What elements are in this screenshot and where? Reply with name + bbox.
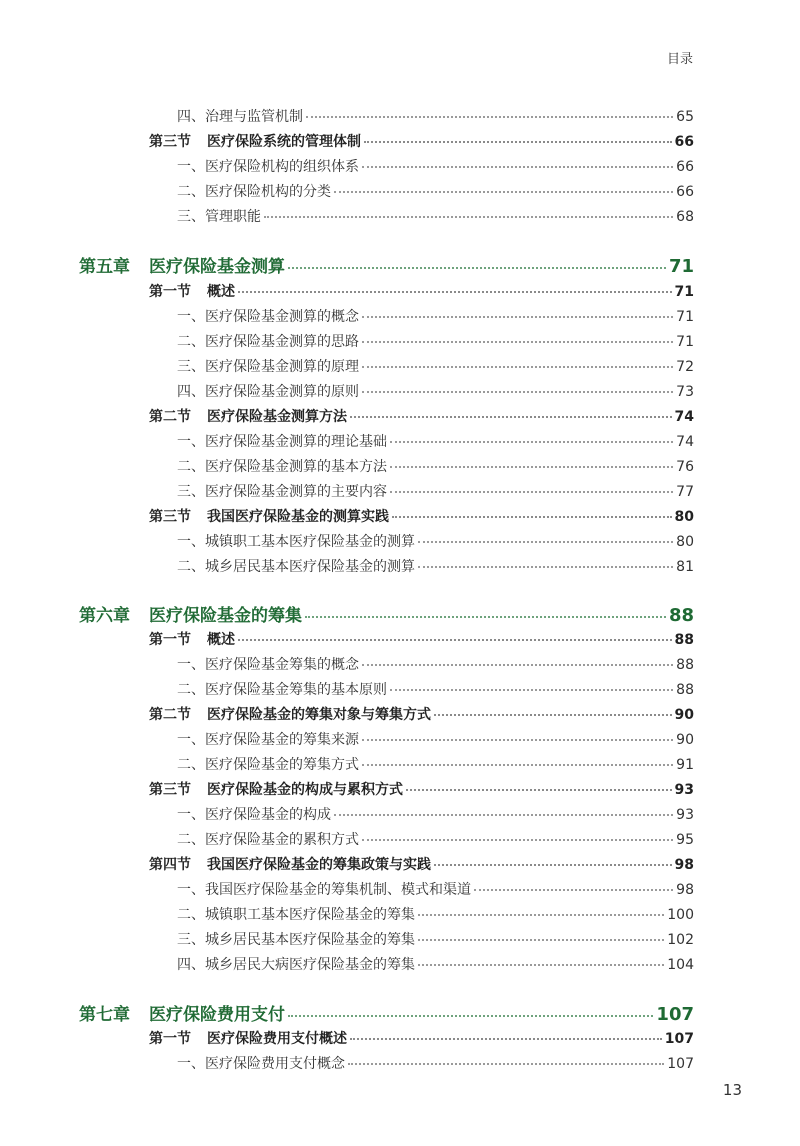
toc-page-number: 98 (674, 857, 694, 873)
toc-page-number: 98 (676, 882, 694, 898)
toc-section-number: 第二节 (149, 409, 191, 425)
toc-item-title: 四、医疗保险基金测算的原则 (177, 384, 359, 400)
toc-page-number: 74 (674, 409, 694, 425)
toc-item-title: 一、医疗保险基金的构成 (177, 807, 331, 823)
toc-leader-dots (406, 788, 672, 791)
toc-page-number: 107 (664, 1031, 694, 1047)
toc-leader-dots (390, 465, 673, 468)
toc-item-row (177, 481, 694, 501)
toc-leader-dots (390, 490, 673, 493)
toc-item-title: 二、医疗保险基金的累积方式 (177, 832, 359, 848)
toc-page-number: 65 (676, 109, 694, 125)
toc-section-row (149, 281, 694, 301)
toc-page-number: 66 (676, 184, 694, 200)
toc-page-number: 95 (676, 832, 694, 848)
toc-chapter-number: 第五章 (79, 257, 130, 277)
toc-item-row (177, 879, 694, 899)
toc-section-number: 第一节 (149, 1031, 191, 1047)
toc-page-number: 88 (674, 632, 694, 648)
toc-item-row (177, 531, 694, 551)
toc-leader-dots (362, 315, 673, 318)
toc-page-number: 66 (674, 134, 694, 150)
toc-item-title: 三、城乡居民基本医疗保险基金的筹集 (177, 932, 415, 948)
toc-section-title: 我国医疗保险基金的测算实践 (207, 509, 389, 525)
toc-page-number: 71 (674, 284, 694, 300)
toc-section-number: 第一节 (149, 284, 191, 300)
toc-chapter-title: 医疗保险基金测算 (149, 257, 285, 277)
toc-item-row (177, 556, 694, 576)
toc-item-row (177, 679, 694, 699)
toc-leader-dots (362, 838, 673, 841)
toc-item-title: 一、医疗保险基金测算的概念 (177, 309, 359, 325)
toc-section-title: 医疗保险基金的构成与累积方式 (207, 782, 403, 798)
toc-page-number: 90 (676, 732, 694, 748)
toc-item-title: 一、医疗保险机构的组织体系 (177, 159, 359, 175)
toc-leader-dots (418, 913, 664, 916)
toc-page-number: 73 (676, 384, 694, 400)
toc-section-number: 第三节 (149, 134, 191, 150)
toc-section-row (149, 1028, 694, 1048)
toc-leader-dots (348, 1062, 664, 1065)
toc-leader-dots (364, 140, 672, 143)
toc-page-number: 77 (676, 484, 694, 500)
page-number: 13 (722, 1081, 742, 1099)
toc-page-number: 71 (676, 309, 694, 325)
toc-item-row (177, 456, 694, 476)
toc-leader-dots (334, 813, 673, 816)
toc-item-row (177, 729, 694, 749)
toc-item-row (177, 829, 694, 849)
toc-page-number: 66 (676, 159, 694, 175)
toc-page-number: 91 (676, 757, 694, 773)
toc-page-number: 71 (676, 334, 694, 350)
toc-chapter-number: 第七章 (79, 1005, 130, 1025)
toc-section-row (149, 131, 694, 151)
toc-section-title: 我国医疗保险基金的筹集政策与实践 (207, 857, 431, 873)
toc-item-row (177, 156, 694, 176)
toc-item-row (177, 804, 694, 824)
toc-leader-dots (264, 215, 673, 218)
toc-leader-dots (434, 713, 672, 716)
toc-item-row (177, 381, 694, 401)
toc-page-number: 88 (676, 682, 694, 698)
toc-section-number: 第一节 (149, 632, 191, 648)
toc-page-number: 93 (676, 807, 694, 823)
toc-item-title: 四、城乡居民大病医疗保险基金的筹集 (177, 957, 415, 973)
toc-section-row (149, 629, 694, 649)
toc-leader-dots (390, 440, 673, 443)
toc-leader-dots (362, 763, 673, 766)
toc-item-title: 三、医疗保险基金测算的主要内容 (177, 484, 387, 500)
toc-page-number: 68 (676, 209, 694, 225)
toc-chapter-number: 第六章 (79, 606, 130, 626)
toc-section-row (149, 406, 694, 426)
toc-item-row (177, 106, 694, 126)
toc-page-number: 80 (676, 534, 694, 550)
toc-leader-dots (288, 1014, 653, 1017)
toc-leader-dots (350, 415, 672, 418)
toc-section-number: 第三节 (149, 782, 191, 798)
toc-item-title: 四、治理与监管机制 (177, 109, 303, 125)
toc-leader-dots (305, 615, 666, 618)
toc-leader-dots (238, 638, 672, 641)
toc-section-number: 第二节 (149, 707, 191, 723)
toc-leader-dots (362, 663, 673, 666)
toc-section-title: 医疗保险费用支付概述 (207, 1031, 347, 1047)
toc-item-row (177, 929, 694, 949)
toc-item-title: 三、管理职能 (177, 209, 261, 225)
toc-page-number: 90 (674, 707, 694, 723)
toc-section-row (149, 779, 694, 799)
toc-item-title: 一、医疗保险费用支付概念 (177, 1056, 345, 1072)
toc-item-row (177, 954, 694, 974)
toc-leader-dots (390, 688, 673, 691)
toc-item-title: 二、医疗保险基金测算的思路 (177, 334, 359, 350)
toc-page-number: 71 (668, 256, 694, 277)
toc-leader-dots (362, 165, 673, 168)
toc-section-row (149, 506, 694, 526)
toc-item-title: 一、医疗保险基金的筹集来源 (177, 732, 359, 748)
toc-page-number: 80 (674, 509, 694, 525)
toc-section-title: 医疗保险基金的筹集对象与筹集方式 (207, 707, 431, 723)
toc-item-row (177, 904, 694, 924)
toc-chapter-row (79, 252, 694, 277)
toc-page-number: 104 (667, 957, 694, 973)
toc-chapter-row (79, 601, 694, 626)
toc-section-title: 医疗保险基金测算方法 (207, 409, 347, 425)
toc-section-row (149, 854, 694, 874)
toc-item-row (177, 654, 694, 674)
running-head: 目录 (666, 52, 693, 67)
toc-page-number: 93 (674, 782, 694, 798)
toc-item-row (177, 206, 694, 226)
toc-section-title: 医疗保险系统的管理体制 (207, 134, 361, 150)
toc-section-number: 第四节 (149, 857, 191, 873)
toc-leader-dots (418, 565, 673, 568)
toc-page-number: 102 (667, 932, 694, 948)
toc-item-title: 二、医疗保险基金测算的基本方法 (177, 459, 387, 475)
toc-leader-dots (288, 266, 666, 269)
toc-item-row (177, 431, 694, 451)
toc-page-number: 88 (668, 605, 694, 626)
toc-item-title: 一、城镇职工基本医疗保险基金的测算 (177, 534, 415, 550)
toc-item-row (177, 306, 694, 326)
toc-leader-dots (418, 540, 673, 543)
toc-leader-dots (334, 190, 673, 193)
toc-page-number: 107 (667, 1056, 694, 1072)
toc-leader-dots (474, 888, 673, 891)
toc-item-title: 一、医疗保险基金筹集的概念 (177, 657, 359, 673)
toc-section-title: 概述 (207, 632, 235, 648)
toc-item-row (177, 754, 694, 774)
toc-item-title: 二、城镇职工基本医疗保险基金的筹集 (177, 907, 415, 923)
toc-page-number: 81 (676, 559, 694, 575)
toc-chapter-title: 医疗保险费用支付 (149, 1005, 285, 1025)
toc-page-number: 107 (656, 1004, 694, 1025)
toc-page-number: 74 (676, 434, 694, 450)
toc-leader-dots (350, 1037, 662, 1040)
toc-item-row (177, 356, 694, 376)
toc-leader-dots (418, 938, 664, 941)
toc-chapter-title: 医疗保险基金的筹集 (149, 606, 302, 626)
toc-leader-dots (392, 515, 672, 518)
toc-item-title: 二、医疗保险机构的分类 (177, 184, 331, 200)
toc-leader-dots (238, 290, 672, 293)
toc-item-row (177, 331, 694, 351)
toc-item-row (177, 1053, 694, 1073)
toc-page-number: 76 (676, 459, 694, 475)
toc-item-title: 一、我国医疗保险基金的筹集机制、模式和渠道 (177, 882, 471, 898)
toc-item-title: 三、医疗保险基金测算的原理 (177, 359, 359, 375)
toc-leader-dots (434, 863, 672, 866)
toc-page-number: 72 (676, 359, 694, 375)
toc-page-number: 88 (676, 657, 694, 673)
toc-section-number: 第三节 (149, 509, 191, 525)
toc-leader-dots (362, 738, 673, 741)
toc-item-title: 二、医疗保险基金的筹集方式 (177, 757, 359, 773)
toc-item-title: 一、医疗保险基金测算的理论基础 (177, 434, 387, 450)
toc-item-title: 二、城乡居民基本医疗保险基金的测算 (177, 559, 415, 575)
toc-item-row (177, 181, 694, 201)
toc-leader-dots (362, 340, 673, 343)
toc-leader-dots (362, 365, 673, 368)
toc-section-title: 概述 (207, 284, 235, 300)
toc-page-number: 100 (667, 907, 694, 923)
toc-leader-dots (306, 115, 673, 118)
toc-leader-dots (418, 963, 664, 966)
toc-chapter-row (79, 1000, 694, 1025)
toc-item-title: 二、医疗保险基金筹集的基本原则 (177, 682, 387, 698)
toc-leader-dots (362, 390, 673, 393)
toc-section-row (149, 704, 694, 724)
